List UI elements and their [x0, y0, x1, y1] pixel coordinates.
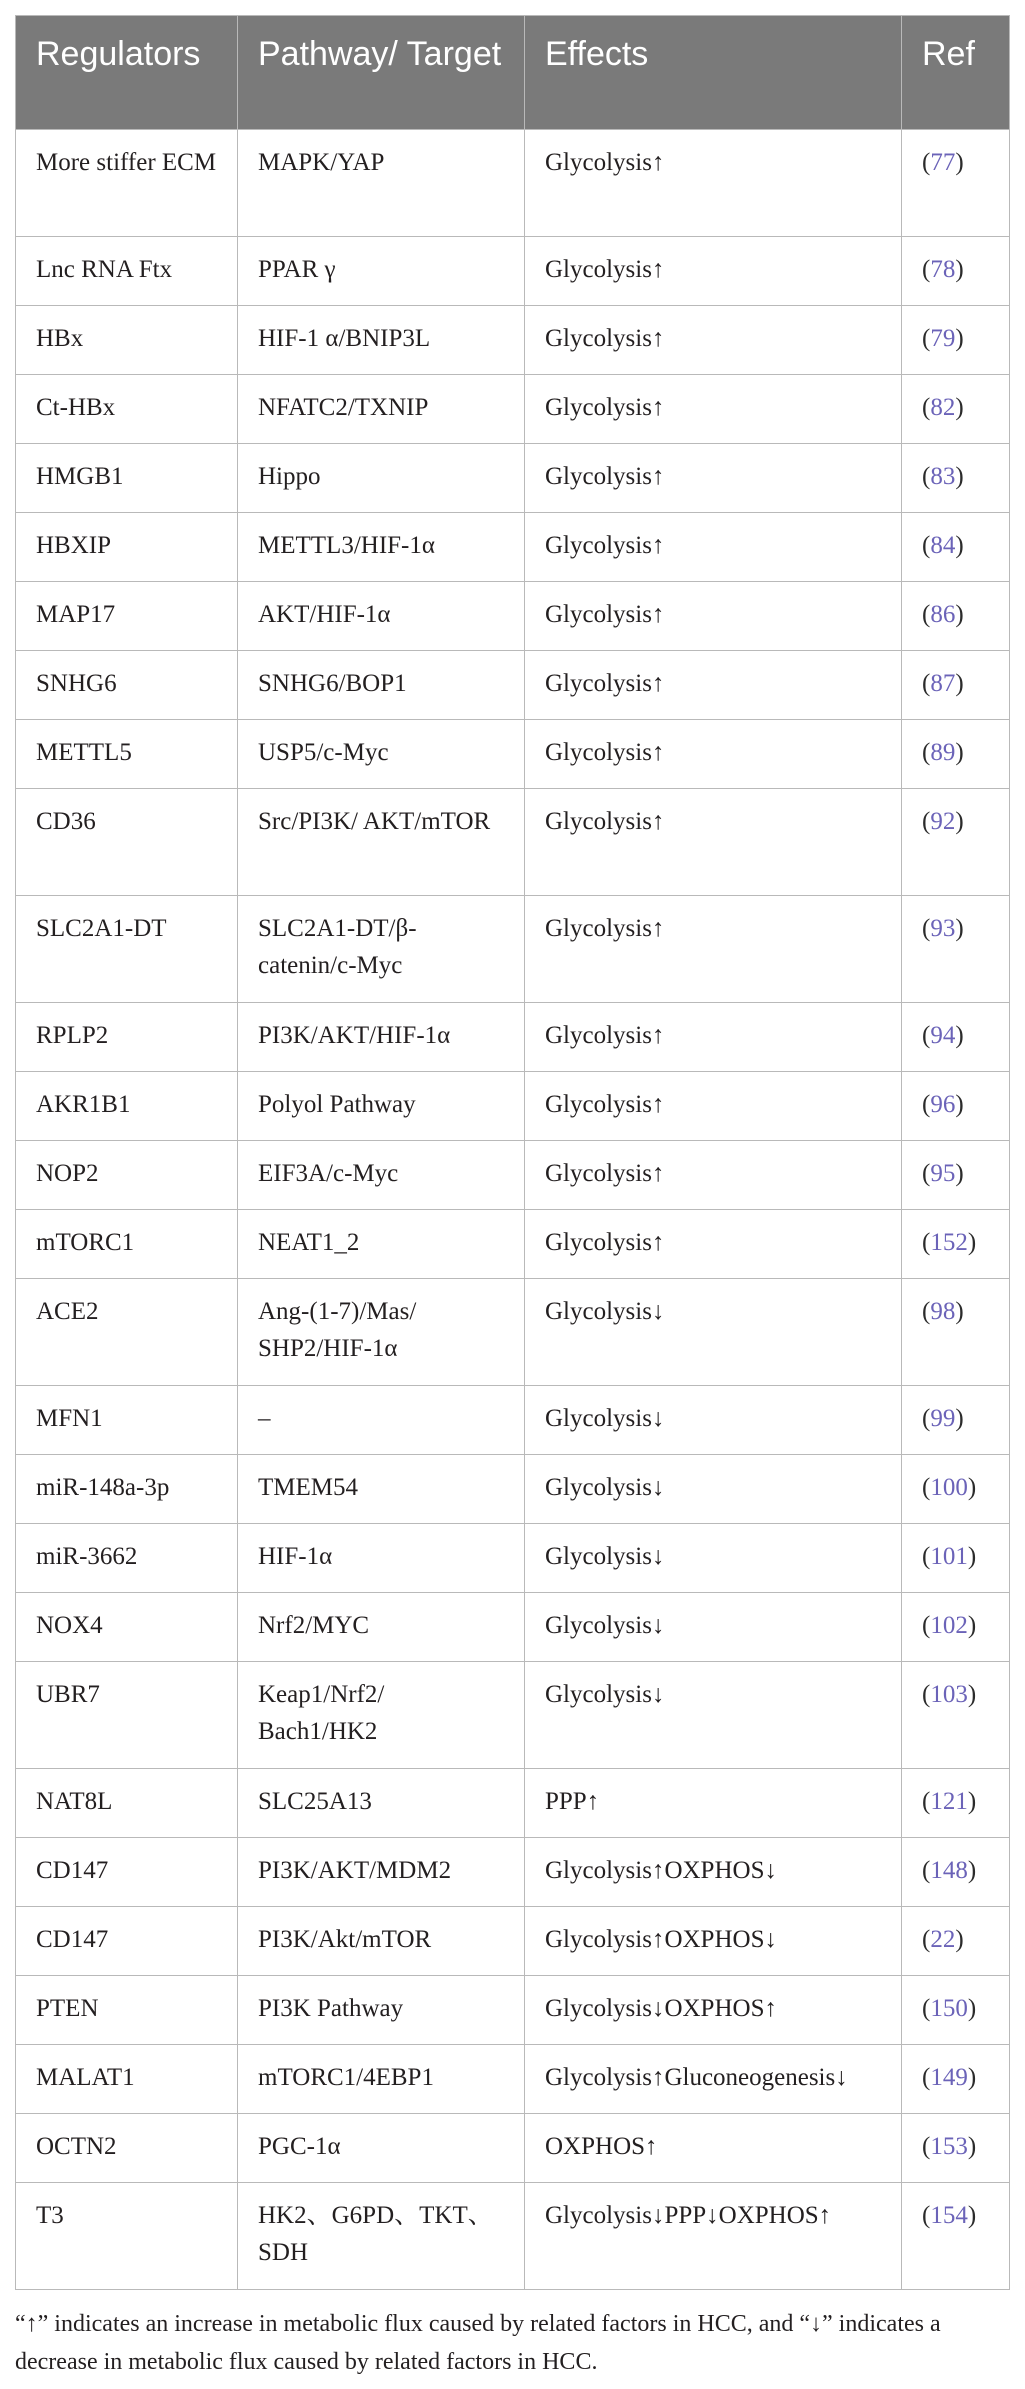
- cell-effects: Glycolysis↑: [525, 306, 902, 375]
- cell-pathway-target: Src/PI3K/ AKT/mTOR: [238, 789, 525, 896]
- cell-pathway-target: TMEM54: [238, 1455, 525, 1524]
- regulators-table: [15, 15, 1010, 2290]
- cell-ref: (89): [902, 720, 1010, 789]
- cell-regulators: More stiffer ECM: [16, 130, 238, 237]
- table-row: [16, 1524, 1010, 1593]
- cell-effects: Glycolysis↑: [525, 1003, 902, 1072]
- table-row: [16, 789, 1010, 896]
- cell-regulators: MAP17: [16, 582, 238, 651]
- cell-effects: Glycolysis↓OXPHOS↑: [525, 1976, 902, 2045]
- ref-link[interactable]: 101: [930, 1543, 968, 1570]
- table-row: [16, 1769, 1010, 1838]
- cell-effects: Glycolysis↑: [525, 1141, 902, 1210]
- cell-pathway-target: AKT/HIF-1α: [238, 582, 525, 651]
- cell-pathway-target: PI3K/AKT/MDM2: [238, 1838, 525, 1907]
- ref-link[interactable]: 77: [930, 149, 956, 176]
- table-row: [16, 1279, 1010, 1386]
- header-ref: Ref: [902, 16, 1010, 130]
- cell-pathway-target: PPAR γ: [238, 237, 525, 306]
- cell-ref: (103): [902, 1662, 1010, 1769]
- cell-ref: (101): [902, 1524, 1010, 1593]
- table-row: [16, 720, 1010, 789]
- cell-regulators: HBXIP: [16, 513, 238, 582]
- cell-regulators: OCTN2: [16, 2114, 238, 2183]
- table-body: [16, 130, 1010, 2290]
- cell-effects: Glycolysis↑: [525, 789, 902, 896]
- table-header-row: [16, 16, 1010, 130]
- cell-regulators: RPLP2: [16, 1003, 238, 1072]
- table-row: [16, 1838, 1010, 1907]
- cell-ref: (87): [902, 651, 1010, 720]
- cell-regulators: MFN1: [16, 1386, 238, 1455]
- ref-link[interactable]: 83: [930, 463, 956, 490]
- table-row: [16, 1907, 1010, 1976]
- table-row: [16, 2183, 1010, 2290]
- ref-link[interactable]: 82: [930, 394, 956, 421]
- cell-ref: (121): [902, 1769, 1010, 1838]
- cell-regulators: Lnc RNA Ftx: [16, 237, 238, 306]
- cell-effects: Glycolysis↑: [525, 237, 902, 306]
- cell-ref: (96): [902, 1072, 1010, 1141]
- cell-pathway-target: MAPK/YAP: [238, 130, 525, 237]
- cell-pathway-target: EIF3A/c-Myc: [238, 1141, 525, 1210]
- cell-pathway-target: SNHG6/BOP1: [238, 651, 525, 720]
- cell-ref: (78): [902, 237, 1010, 306]
- cell-regulators: HMGB1: [16, 444, 238, 513]
- cell-regulators: NAT8L: [16, 1769, 238, 1838]
- cell-effects: Glycolysis↑: [525, 651, 902, 720]
- cell-ref: (98): [902, 1279, 1010, 1386]
- cell-regulators: miR-148a-3p: [16, 1455, 238, 1524]
- cell-regulators: PTEN: [16, 1976, 238, 2045]
- ref-link[interactable]: 79: [930, 325, 956, 352]
- ref-link[interactable]: 153: [930, 2133, 968, 2160]
- cell-regulators: mTORC1: [16, 1210, 238, 1279]
- ref-link[interactable]: 95: [930, 1160, 956, 1187]
- cell-pathway-target: Polyol Pathway: [238, 1072, 525, 1141]
- header-regulators: Regulators: [16, 16, 238, 130]
- cell-regulators: CD147: [16, 1907, 238, 1976]
- cell-effects: Glycolysis↑OXPHOS↓: [525, 1838, 902, 1907]
- cell-effects: Glycolysis↑Gluconeogenesis↓: [525, 2045, 902, 2114]
- cell-pathway-target: SLC2A1-DT/β- catenin/c-Myc: [238, 896, 525, 1003]
- ref-link[interactable]: 154: [930, 2202, 968, 2229]
- cell-ref: (153): [902, 2114, 1010, 2183]
- cell-ref: (77): [902, 130, 1010, 237]
- cell-pathway-target: mTORC1/4EBP1: [238, 2045, 525, 2114]
- table-row: [16, 1662, 1010, 1769]
- header-pathway-target: Pathway/ Target: [238, 16, 525, 130]
- cell-effects: Glycolysis↓: [525, 1524, 902, 1593]
- cell-regulators: Ct-HBx: [16, 375, 238, 444]
- cell-effects: Glycolysis↑OXPHOS↓: [525, 1907, 902, 1976]
- cell-ref: (22): [902, 1907, 1010, 1976]
- ref-link[interactable]: 92: [930, 808, 956, 835]
- cell-ref: (82): [902, 375, 1010, 444]
- cell-pathway-target: Keap1/Nrf2/ Bach1/HK2: [238, 1662, 525, 1769]
- cell-pathway-target: PI3K Pathway: [238, 1976, 525, 2045]
- cell-pathway-target: HK2、G6PD、TKT、SDH: [238, 2183, 525, 2290]
- cell-regulators: METTL5: [16, 720, 238, 789]
- cell-ref: (79): [902, 306, 1010, 375]
- cell-pathway-target: NFATC2/TXNIP: [238, 375, 525, 444]
- cell-effects: Glycolysis↑: [525, 582, 902, 651]
- cell-ref: (93): [902, 896, 1010, 1003]
- cell-regulators: CD147: [16, 1838, 238, 1907]
- table-row: [16, 130, 1010, 237]
- cell-ref: (84): [902, 513, 1010, 582]
- cell-effects: Glycolysis↑: [525, 896, 902, 1003]
- table-row: [16, 896, 1010, 1003]
- cell-pathway-target: Hippo: [238, 444, 525, 513]
- cell-regulators: SNHG6: [16, 651, 238, 720]
- ref-link[interactable]: 87: [930, 670, 956, 697]
- cell-ref: (83): [902, 444, 1010, 513]
- cell-effects: Glycolysis↑: [525, 513, 902, 582]
- table-row: [16, 1003, 1010, 1072]
- cell-regulators: HBx: [16, 306, 238, 375]
- ref-link[interactable]: 22: [930, 1926, 956, 1953]
- cell-ref: (102): [902, 1593, 1010, 1662]
- cell-pathway-target: PGC-1α: [238, 2114, 525, 2183]
- cell-regulators: SLC2A1-DT: [16, 896, 238, 1003]
- cell-ref: (99): [902, 1386, 1010, 1455]
- cell-regulators: ACE2: [16, 1279, 238, 1386]
- cell-effects: Glycolysis↑: [525, 444, 902, 513]
- cell-effects: Glycolysis↑: [525, 720, 902, 789]
- table-row: [16, 1072, 1010, 1141]
- cell-ref: (100): [902, 1455, 1010, 1524]
- cell-effects: OXPHOS↑: [525, 2114, 902, 2183]
- cell-pathway-target: HIF-1α: [238, 1524, 525, 1593]
- table-row: [16, 1976, 1010, 2045]
- cell-pathway-target: METTL3/HIF-1α: [238, 513, 525, 582]
- ref-link[interactable]: 152: [930, 1229, 968, 1256]
- cell-effects: Glycolysis↓: [525, 1593, 902, 1662]
- cell-regulators: miR-3662: [16, 1524, 238, 1593]
- cell-ref: (95): [902, 1141, 1010, 1210]
- cell-pathway-target: –: [238, 1386, 525, 1455]
- cell-pathway-target: PI3K/Akt/mTOR: [238, 1907, 525, 1976]
- cell-effects: PPP↑: [525, 1769, 902, 1838]
- cell-regulators: UBR7: [16, 1662, 238, 1769]
- cell-effects: Glycolysis↑: [525, 130, 902, 237]
- ref-link[interactable]: 103: [930, 1681, 968, 1708]
- cell-effects: Glycolysis↑: [525, 1210, 902, 1279]
- cell-ref: (148): [902, 1838, 1010, 1907]
- table-row: [16, 651, 1010, 720]
- cell-regulators: NOP2: [16, 1141, 238, 1210]
- cell-regulators: MALAT1: [16, 2045, 238, 2114]
- table-row: [16, 1455, 1010, 1524]
- cell-pathway-target: Ang-(1-7)/Mas/ SHP2/HIF-1α: [238, 1279, 525, 1386]
- table-row: [16, 513, 1010, 582]
- cell-pathway-target: SLC25A13: [238, 1769, 525, 1838]
- ref-link[interactable]: 84: [930, 532, 956, 559]
- cell-pathway-target: HIF-1 α/BNIP3L: [238, 306, 525, 375]
- table-row: [16, 444, 1010, 513]
- ref-link[interactable]: 89: [930, 739, 956, 766]
- table-row: [16, 2114, 1010, 2183]
- ref-link[interactable]: 149: [930, 2064, 968, 2091]
- cell-ref: (94): [902, 1003, 1010, 1072]
- ref-link[interactable]: 148: [930, 1857, 968, 1884]
- ref-link[interactable]: 78: [930, 256, 956, 283]
- cell-regulators: T3: [16, 2183, 238, 2290]
- table-row: [16, 582, 1010, 651]
- ref-link[interactable]: 94: [930, 1022, 956, 1049]
- ref-link[interactable]: 96: [930, 1091, 956, 1118]
- cell-ref: (154): [902, 2183, 1010, 2290]
- cell-ref: (150): [902, 1976, 1010, 2045]
- cell-effects: Glycolysis↑: [525, 1072, 902, 1141]
- cell-effects: Glycolysis↓: [525, 1455, 902, 1524]
- ref-link[interactable]: 98: [930, 1298, 956, 1325]
- table-row: [16, 2045, 1010, 2114]
- cell-effects: Glycolysis↓: [525, 1386, 902, 1455]
- table-row: [16, 306, 1010, 375]
- table-row: [16, 1593, 1010, 1662]
- header-effects: Effects: [525, 16, 902, 130]
- ref-link[interactable]: 93: [930, 915, 956, 942]
- cell-pathway-target: PI3K/AKT/HIF-1α: [238, 1003, 525, 1072]
- cell-pathway-target: NEAT1_2: [238, 1210, 525, 1279]
- table-row: [16, 1141, 1010, 1210]
- cell-pathway-target: Nrf2/MYC: [238, 1593, 525, 1662]
- cell-pathway-target: USP5/c-Myc: [238, 720, 525, 789]
- cell-effects: Glycolysis↓PPP↓OXPHOS↑: [525, 2183, 902, 2290]
- ref-link[interactable]: 150: [930, 1995, 968, 2022]
- cell-regulators: NOX4: [16, 1593, 238, 1662]
- cell-effects: Glycolysis↓: [525, 1662, 902, 1769]
- ref-link[interactable]: 100: [930, 1474, 968, 1501]
- table-row: [16, 1210, 1010, 1279]
- cell-ref: (92): [902, 789, 1010, 896]
- table-row: [16, 237, 1010, 306]
- cell-ref: (149): [902, 2045, 1010, 2114]
- table-footnote: “↑” indicates an increase in metabolic flux caused by related factors in HCC, and “↓” indicates a decrease in metabolic flux caused by related factors in HCC.: [15, 2311, 941, 2375]
- cell-ref: (86): [902, 582, 1010, 651]
- ref-link[interactable]: 102: [930, 1612, 968, 1639]
- ref-link[interactable]: 86: [930, 601, 956, 628]
- ref-link[interactable]: 121: [930, 1788, 968, 1815]
- cell-effects: Glycolysis↓: [525, 1279, 902, 1386]
- table-row: [16, 375, 1010, 444]
- table-row: [16, 1386, 1010, 1455]
- cell-effects: Glycolysis↑: [525, 375, 902, 444]
- ref-link[interactable]: 99: [930, 1405, 956, 1432]
- cell-regulators: CD36: [16, 789, 238, 896]
- cell-regulators: AKR1B1: [16, 1072, 238, 1141]
- cell-ref: (152): [902, 1210, 1010, 1279]
